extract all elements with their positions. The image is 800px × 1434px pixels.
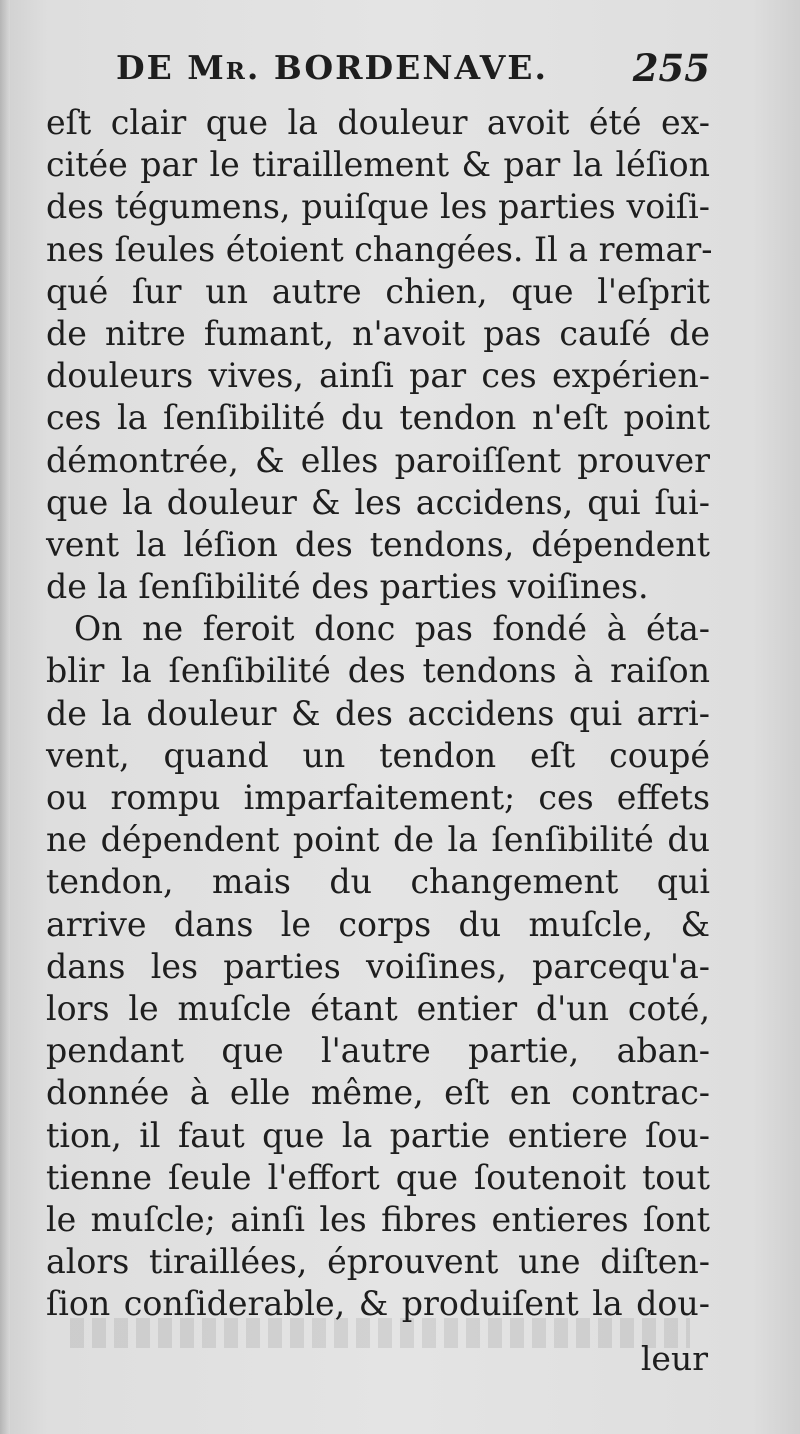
text-line: eſt clair que la douleur avoit été ex- [46, 103, 710, 142]
text-line: qué ſur un autre chien, que l'eſprit [46, 271, 710, 311]
paragraph-2 [46, 608, 710, 1325]
bleed-through-text [70, 1318, 690, 1348]
text-line: ne dépendent point de la ſenſibilité du [46, 820, 710, 860]
text-line: dans les parties voiſines, parcequ'a- [46, 946, 710, 986]
text-line: de la douleur & des accidens qui arri- [46, 693, 710, 733]
text-line: vent la léſion des tendons, dépendent [46, 524, 710, 564]
text-line: que la douleur & les accidens, qui ſui- [46, 482, 710, 522]
text-line: ſion conſiderable, & produiſent la dou- [46, 1284, 710, 1324]
text-line: pendant que l'autre partie, aban- [46, 1031, 710, 1071]
text-line: démontrée, & elles paroiſſent prouver [46, 440, 710, 480]
text-line: tienne ſeule l'effort que ſoutenoit tout [46, 1157, 710, 1197]
paragraph-1 [46, 102, 713, 608]
text-line: le muſcle; ainſi les fibres entieres ſont [46, 1199, 710, 1239]
page-header [0, 48, 800, 94]
text-line: ces la ſenſibilité du tendon n'eſt point [46, 398, 710, 438]
text-line: donnée à elle même, eſt en contrac- [46, 1073, 710, 1113]
text-line: douleurs vives, ainſi par ces expérien- [46, 356, 710, 396]
text-line: ou rompu imparfaitement; ces effets [46, 778, 710, 817]
catchword: leur [640, 1339, 708, 1378]
text-line: lors le muſcle étant entier d'un coté, [46, 988, 710, 1028]
text-line: nes ſeules étoient changées. Il a remar- [46, 229, 713, 269]
text-line: arrive dans le corps du muſcle, & [46, 904, 710, 944]
text-line: vent, quand un tendon eſt coupé [46, 735, 710, 775]
text-line: On ne feroit donc pas fondé à éta- [74, 609, 710, 649]
text-line: citée par le tiraillement & par la léſion [46, 145, 710, 185]
page-number: 255 [632, 46, 710, 90]
text-line: blir la ſenſibilité des tendons à raiſon [46, 651, 710, 691]
text-line: de la ſenſibilité des parties voiſines. [46, 567, 649, 607]
page-body [46, 102, 713, 1325]
text-line: tendon, mais du changement qui [46, 862, 710, 902]
text-line: des tégumens, puiſque les parties voiſi- [46, 187, 710, 227]
page-gutter-shadow [0, 0, 10, 1434]
running-title: DE Mr. BORDENAVE. [116, 48, 548, 87]
text-line: de nitre fumant, n'avoit pas cauſé de [46, 313, 710, 353]
text-line: tion, il faut que la partie entiere ſou- [46, 1115, 710, 1155]
text-line: alors tiraillées, éprouvent une diſten- [46, 1242, 710, 1282]
